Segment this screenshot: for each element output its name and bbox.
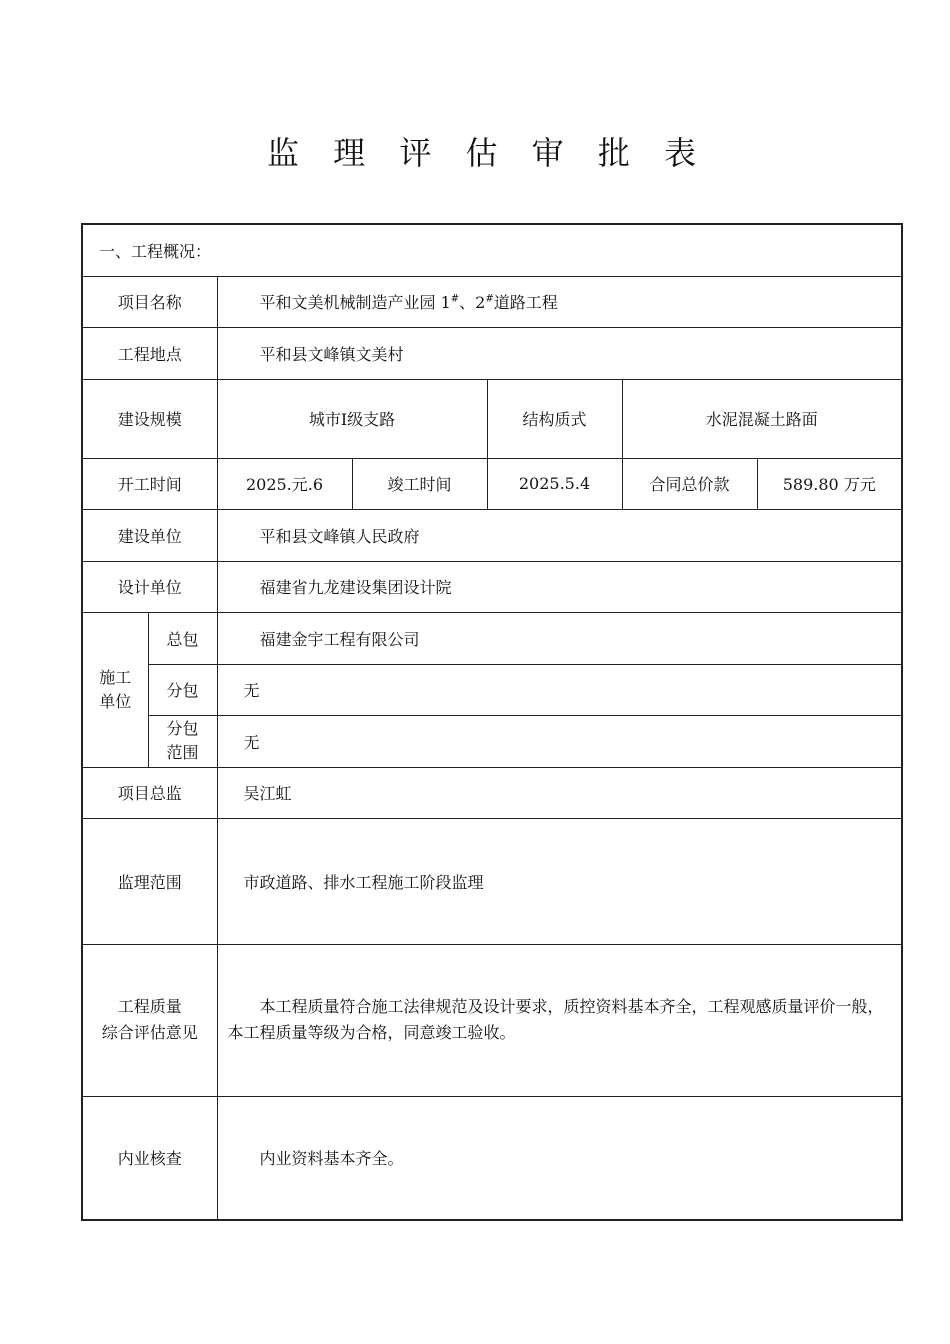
subcontract-scope-label: 分包 范围 bbox=[148, 715, 217, 767]
approval-form-table bbox=[81, 223, 903, 1221]
supervision-scope-label: 监理范围 bbox=[82, 818, 217, 944]
scale-label: 建设规模 bbox=[82, 379, 217, 458]
end-date-label: 竣工时间 bbox=[352, 458, 487, 509]
general-contractor-value: 福建金宇工程有限公司 bbox=[217, 612, 902, 664]
project-name-value: 平和文美机械制造产业园 1#、2#道路工程 bbox=[217, 276, 902, 327]
quality-assessment-label: 工程质量 综合评估意见 bbox=[82, 944, 217, 1096]
docs-check-row bbox=[82, 1096, 902, 1220]
subcontractor-label: 分包 bbox=[148, 664, 217, 715]
subcontractor-value: 无 bbox=[217, 664, 902, 715]
chief-supervisor-value: 吴江虹 bbox=[217, 767, 902, 818]
client-row bbox=[82, 509, 902, 561]
start-date-label: 开工时间 bbox=[82, 458, 217, 509]
quality-assessment-row bbox=[82, 944, 902, 1096]
project-name-label: 项目名称 bbox=[82, 276, 217, 327]
general-contractor-row bbox=[82, 612, 902, 664]
designer-value: 福建省九龙建设集团设计院 bbox=[217, 561, 902, 612]
subcontractor-row bbox=[82, 664, 902, 715]
designer-label: 设计单位 bbox=[82, 561, 217, 612]
client-label: 建设单位 bbox=[82, 509, 217, 561]
contract-price-value: 589.80 万元 bbox=[757, 458, 902, 509]
contractor-group-label: 施工 单位 bbox=[82, 612, 148, 767]
structure-label: 结构质式 bbox=[487, 379, 622, 458]
quality-assessment-value: 本工程质量符合施工法律规范及设计要求，质控资料基本齐全，工程观感质量评价一般，本工程质量等级为合格，同意竣工验收。 bbox=[217, 944, 902, 1096]
docs-check-value: 内业资料基本齐全。 bbox=[217, 1096, 902, 1220]
chief-supervisor-row bbox=[82, 767, 902, 818]
client-value: 平和县文峰镇人民政府 bbox=[217, 509, 902, 561]
dates-row bbox=[82, 458, 902, 509]
scale-value: 城市Ⅰ级支路 bbox=[217, 379, 487, 458]
page-title: 监 理 评 估 审 批 表 bbox=[266, 134, 709, 172]
start-date-value: 2025.元.6 bbox=[217, 458, 352, 509]
supervision-scope-value: 市政道路、排水工程施工阶段监理 bbox=[217, 818, 902, 944]
chief-supervisor-label: 项目总监 bbox=[82, 767, 217, 818]
designer-row bbox=[82, 561, 902, 612]
subcontract-scope-row bbox=[82, 715, 902, 767]
section-header-row bbox=[82, 224, 902, 276]
scale-row bbox=[82, 379, 902, 458]
docs-check-label: 内业核查 bbox=[82, 1096, 217, 1220]
structure-value: 水泥混凝土路面 bbox=[622, 379, 902, 458]
location-row bbox=[82, 327, 902, 379]
location-value: 平和县文峰镇文美村 bbox=[217, 327, 902, 379]
location-label: 工程地点 bbox=[82, 327, 217, 379]
project-name-row bbox=[82, 276, 902, 327]
general-contractor-label: 总包 bbox=[148, 612, 217, 664]
contract-price-label: 合同总价款 bbox=[622, 458, 757, 509]
end-date-value: 2025.5.4 bbox=[487, 458, 622, 509]
supervision-scope-row bbox=[82, 818, 902, 944]
section-header: 一、工程概况： bbox=[82, 224, 902, 276]
subcontract-scope-value: 无 bbox=[217, 715, 902, 767]
